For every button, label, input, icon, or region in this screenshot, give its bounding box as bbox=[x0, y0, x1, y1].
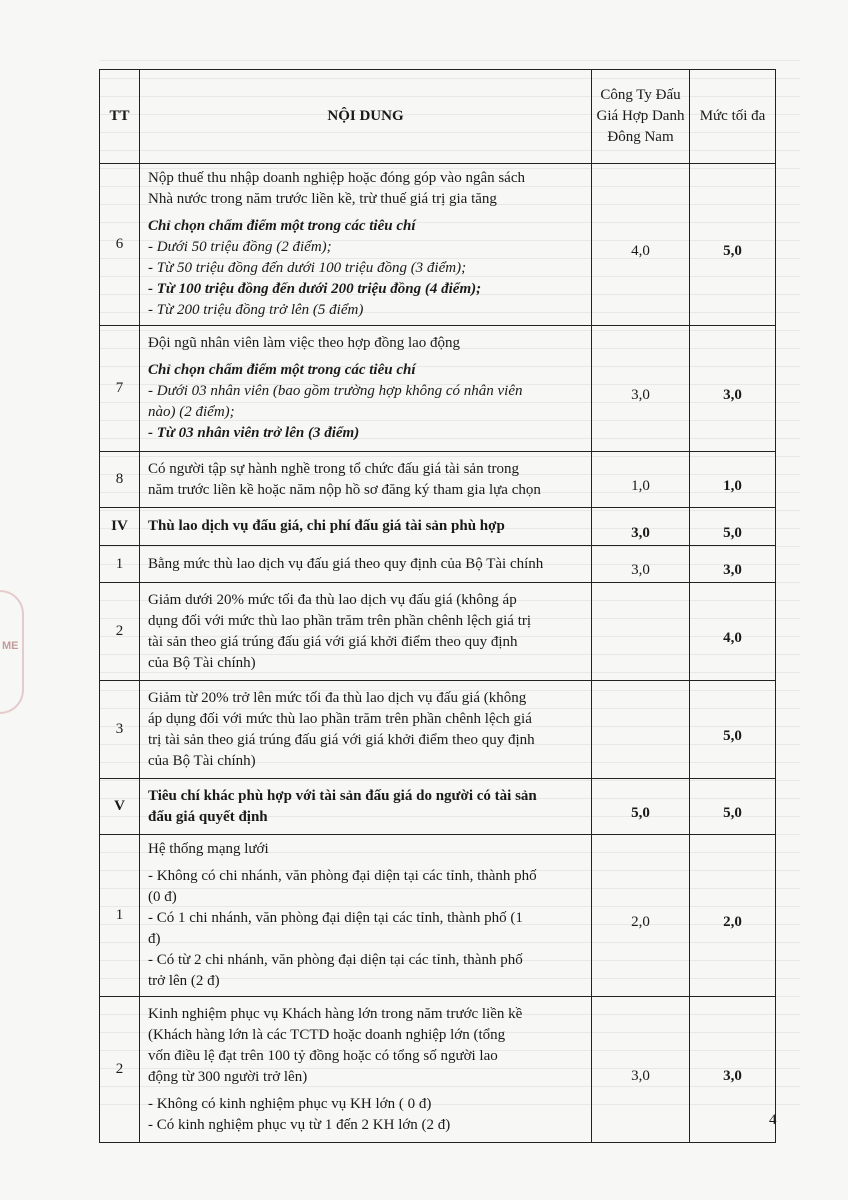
org-score: 3,0 bbox=[592, 997, 690, 1143]
section-title bbox=[140, 779, 592, 835]
stamp-fragment bbox=[0, 590, 24, 714]
row-content bbox=[140, 164, 592, 326]
criteria-option: nào) (2 điểm); bbox=[148, 404, 235, 420]
row-number: 2 bbox=[100, 583, 140, 681]
content-line: của Bộ Tài chính) bbox=[148, 752, 256, 769]
max-score: 4,0 bbox=[690, 583, 776, 681]
row-number: 8 bbox=[100, 452, 140, 508]
table-row bbox=[100, 681, 776, 779]
org-score: 4,0 bbox=[592, 164, 690, 326]
max-score: 3,0 bbox=[690, 997, 776, 1143]
org-score: 3,0 bbox=[592, 326, 690, 452]
max-score: 5,0 bbox=[690, 681, 776, 779]
org-score: 3,0 bbox=[592, 508, 690, 546]
row-content bbox=[140, 997, 592, 1143]
max-score: 5,0 bbox=[690, 164, 776, 326]
content-line: động từ 300 người trở lên) bbox=[148, 1068, 308, 1085]
row-content: Bằng mức thù lao dịch vụ đấu giá theo quy định của Bộ Tài chính bbox=[140, 546, 592, 583]
table-row bbox=[100, 835, 776, 997]
table-row bbox=[100, 452, 776, 508]
row-content bbox=[140, 326, 592, 452]
row-content bbox=[140, 681, 592, 779]
section-number: V bbox=[100, 779, 140, 835]
scoring-table bbox=[99, 69, 776, 1143]
table-row bbox=[100, 326, 776, 452]
org-score: 3,0 bbox=[592, 546, 690, 583]
header-max-score: Mức tối đa bbox=[690, 70, 776, 164]
criteria-option: - Từ 50 triệu đồng đến dưới 100 triệu đồng (3 điểm); bbox=[148, 260, 467, 276]
header-tt: TT bbox=[100, 70, 140, 164]
content-line: (Khách hàng lớn là các TCTD hoặc doanh nghiệp lớn (tổng bbox=[148, 1026, 506, 1043]
criteria-option: - Từ 200 triệu đồng trở lên (5 điểm) bbox=[148, 302, 364, 318]
row-number: 3 bbox=[100, 681, 140, 779]
row-number: 2 bbox=[100, 997, 140, 1143]
criteria-heading: Chỉ chọn chấm điểm một trong các tiêu chí bbox=[148, 218, 416, 234]
criteria-option-selected: - Từ 100 triệu đồng đến dưới 200 triệu đồng (4 điểm); bbox=[148, 281, 482, 297]
criteria-heading: Chỉ chọn chấm điểm một trong các tiêu chí bbox=[148, 362, 416, 378]
criteria-option: (0 đ) bbox=[148, 889, 177, 905]
content-line: Hệ thống mạng lưới bbox=[148, 841, 269, 857]
content-line: Có người tập sự hành nghề trong tổ chức đấu giá tài sản trong bbox=[148, 460, 520, 477]
org-score: 5,0 bbox=[592, 779, 690, 835]
stamp-fragment-text: ME bbox=[2, 640, 19, 652]
content-line: Tiêu chí khác phù hợp với tài sản đấu giá do người có tài sản bbox=[148, 787, 537, 804]
content-line: đấu giá quyết định bbox=[148, 808, 268, 825]
row-number: 1 bbox=[100, 546, 140, 583]
content-line: của Bộ Tài chính) bbox=[148, 654, 256, 671]
table-row bbox=[100, 583, 776, 681]
criteria-option: - Có từ 2 chi nhánh, văn phòng đại diện tại các tỉnh, thành phố bbox=[148, 952, 523, 968]
header-row bbox=[100, 70, 776, 164]
row-number: 7 bbox=[100, 326, 140, 452]
max-score: 3,0 bbox=[690, 326, 776, 452]
content-line: áp dụng đối với mức thù lao phần trăm trên phần chênh lệch giá bbox=[148, 710, 532, 727]
criteria-option: - Dưới 50 triệu đồng (2 điểm); bbox=[148, 239, 332, 255]
criteria-option: - Không có chi nhánh, văn phòng đại diện tại các tỉnh, thành phố bbox=[148, 868, 537, 884]
table-row bbox=[100, 997, 776, 1143]
criteria-option: trở lên (2 đ) bbox=[148, 973, 220, 989]
header-noi-dung: NỘI DUNG bbox=[140, 70, 592, 164]
page-number: 4 bbox=[769, 1112, 777, 1128]
content-line: Giảm từ 20% trở lên mức tối đa thù lao dịch vụ đấu giá (không bbox=[148, 689, 527, 706]
criteria-option: đ) bbox=[148, 931, 161, 947]
max-score: 5,0 bbox=[690, 508, 776, 546]
content-line: trị tài sản theo giá trúng đấu giá với giá khởi điểm theo quy định bbox=[148, 731, 535, 748]
content-line: Nộp thuế thu nhập doanh nghiệp hoặc đóng góp vào ngân sách bbox=[148, 170, 525, 186]
row-content bbox=[140, 835, 592, 997]
row-content bbox=[140, 583, 592, 681]
content-line: năm trước liền kề hoặc năm nộp hồ sơ đăng ký tham gia lựa chọn bbox=[148, 481, 541, 498]
section-row bbox=[100, 779, 776, 835]
org-score bbox=[592, 583, 690, 681]
row-content bbox=[140, 452, 592, 508]
criteria-option-selected: - Từ 03 nhân viên trở lên (3 điểm) bbox=[148, 425, 360, 441]
row-number: 1 bbox=[100, 835, 140, 997]
content-line: Kinh nghiệm phục vụ Khách hàng lớn trong năm trước liền kề bbox=[148, 1005, 523, 1022]
section-row bbox=[100, 508, 776, 546]
criteria-option: - Có 1 chi nhánh, văn phòng đại diện tại các tỉnh, thành phố (1 bbox=[148, 910, 523, 926]
section-title: Thù lao dịch vụ đấu giá, chi phí đấu giá tài sản phù hợp bbox=[140, 508, 592, 546]
content-line: tài sản theo giá trúng đấu giá với giá khởi điểm theo quy định bbox=[148, 633, 518, 650]
max-score: 3,0 bbox=[690, 546, 776, 583]
content-line: Giảm dưới 20% mức tối đa thù lao dịch vụ đấu giá (không áp bbox=[148, 591, 517, 608]
header-organization: Công Ty Đấu Giá Hợp Danh Đông Nam bbox=[592, 70, 690, 164]
org-score: 2,0 bbox=[592, 835, 690, 997]
section-number: IV bbox=[100, 508, 140, 546]
org-score bbox=[592, 681, 690, 779]
org-score: 1,0 bbox=[592, 452, 690, 508]
criteria-option: - Không có kinh nghiệm phục vụ KH lớn ( 0 đ) bbox=[148, 1095, 432, 1112]
criteria-option: - Dưới 03 nhân viên (bao gồm trường hợp không có nhân viên bbox=[148, 383, 523, 399]
content-line: Đội ngũ nhân viên làm việc theo hợp đồng lao động bbox=[148, 335, 461, 351]
max-score: 2,0 bbox=[690, 835, 776, 997]
content-line: dụng đối với mức thù lao phần trăm trên phần chênh lệch giá trị bbox=[148, 612, 532, 629]
max-score: 1,0 bbox=[690, 452, 776, 508]
row-number: 6 bbox=[100, 164, 140, 326]
table-row bbox=[100, 164, 776, 326]
criteria-option: - Có kinh nghiệm phục vụ từ 1 đến 2 KH lớn (2 đ) bbox=[148, 1116, 451, 1133]
content-line: Nhà nước trong năm trước liền kề, trừ thuế giá trị gia tăng bbox=[148, 191, 497, 207]
max-score: 5,0 bbox=[690, 779, 776, 835]
table-row bbox=[100, 546, 776, 583]
content-line: vốn điều lệ đạt trên 100 tỷ đồng hoặc có tổng số người lao bbox=[148, 1047, 498, 1064]
